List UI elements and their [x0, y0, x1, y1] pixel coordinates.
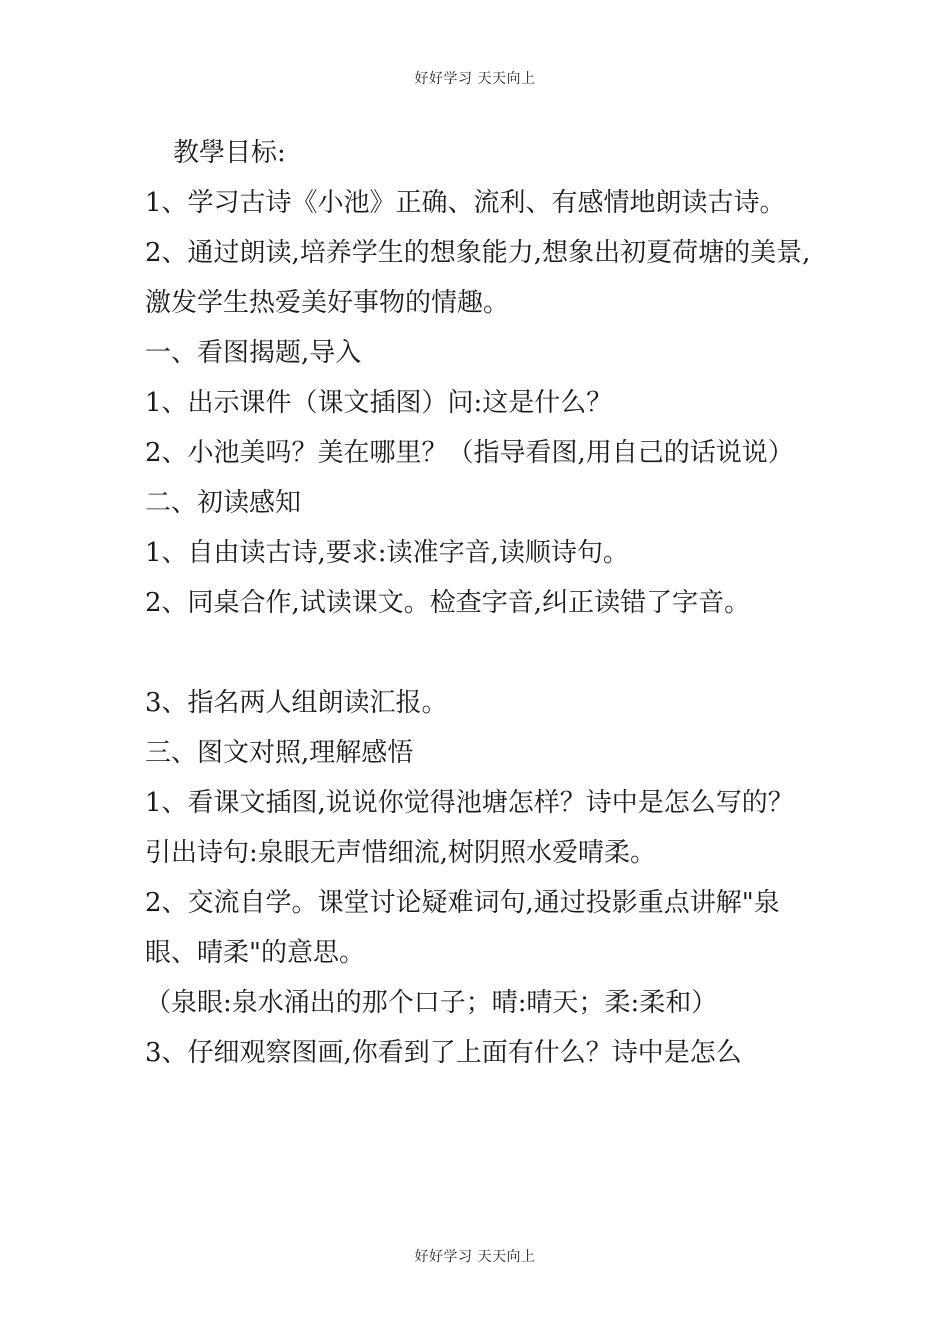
section-heading: 三、图文对照,理解感悟: [145, 738, 414, 768]
paragraph: 1、出示课件（课文插图）问:这是什么？: [145, 388, 613, 418]
paragraph: 引出诗句:泉眼无声惜细流,树阴照水爱晴柔。: [145, 838, 657, 868]
section-heading-objectives: 教學目标:: [173, 138, 286, 168]
paragraph: 2、同桌合作,试读课文。检查字音,纠正读错了字音。: [145, 588, 751, 618]
paragraph: 1、自由读古诗,要求:读准字音,读顺诗句。: [145, 538, 629, 568]
section-heading: 一、看图揭题,导入: [145, 338, 362, 368]
paragraph: 2、通过朗读,培养学生的想象能力,想象出初夏荷塘的美景,激发学生热爱美好事物的情趣。: [145, 238, 811, 318]
blank-line: [145, 628, 825, 678]
paragraph: 2、小池美吗？美在哪里？（指导看图,用自己的话说说）: [145, 438, 794, 468]
page-footer: 好好学习 天天向上: [414, 1249, 536, 1265]
paragraph: （泉眼:泉水涌出的那个口子；晴:晴天；柔:柔和）: [145, 988, 718, 1018]
section-heading: 二、初读感知: [145, 488, 302, 518]
paragraph: 2、交流自学。课堂讨论疑难词句,通过投影重点讲解"泉眼、晴柔"的意思。: [145, 888, 780, 968]
paragraph: 3、指名两人组朗读汇报。: [145, 688, 448, 718]
paragraph: 1、看课文插图,说说你觉得池塘怎样？诗中是怎么写的？: [145, 788, 794, 818]
paragraph: 3、仔细观察图画,你看到了上面有什么？诗中是怎么: [145, 1038, 742, 1068]
document-body: [145, 128, 825, 1078]
paragraph: 1、学习古诗《小池》正确、流利、有感情地朗读古诗。: [145, 188, 786, 218]
page-header: 好好学习 天天向上: [414, 71, 536, 87]
